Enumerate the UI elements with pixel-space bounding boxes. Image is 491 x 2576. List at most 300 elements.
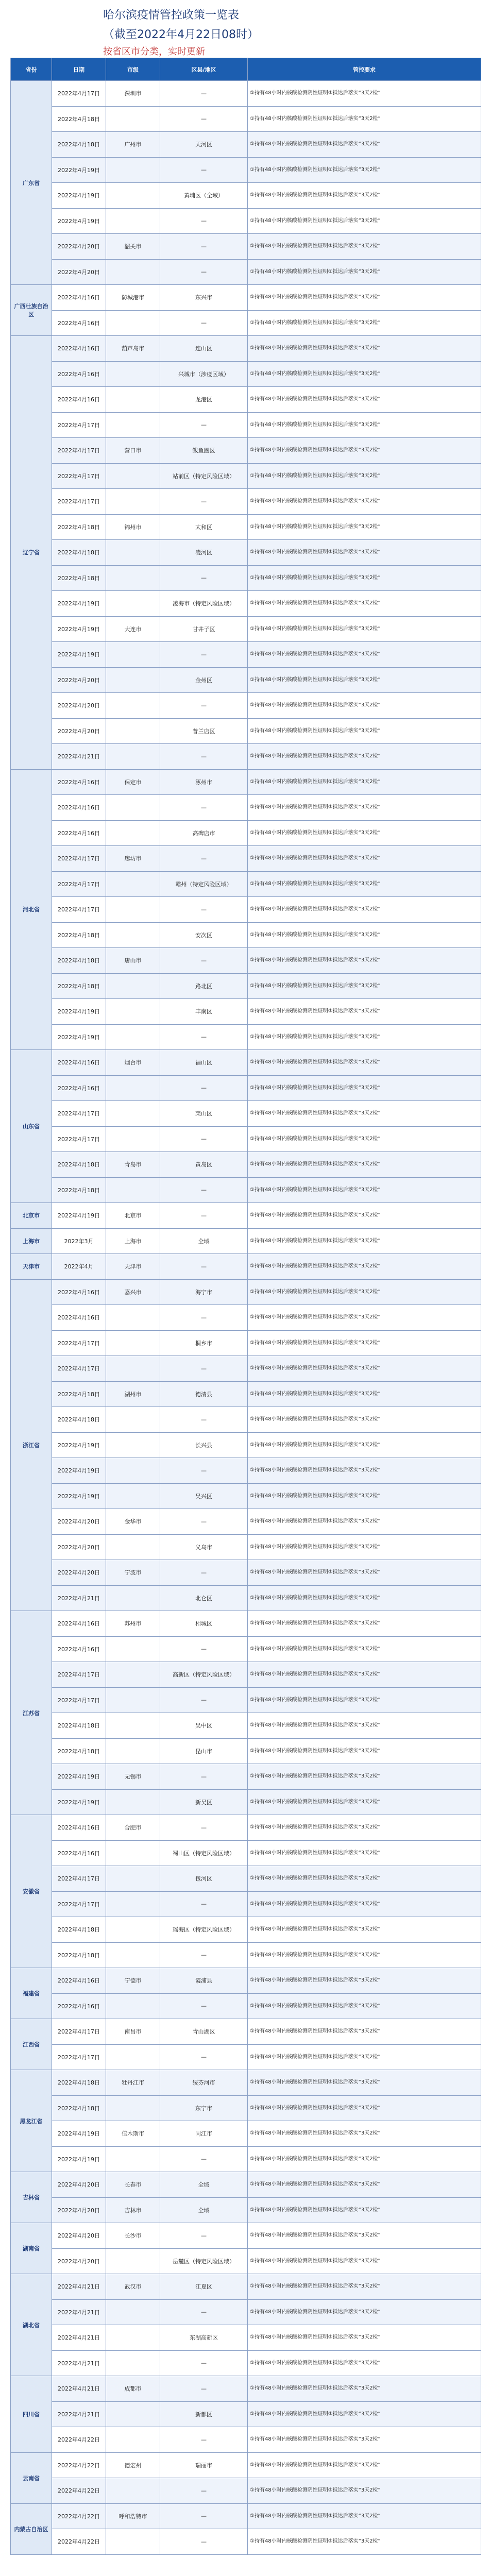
district-cell: 高碑店市 [160,820,248,846]
rule-cell: ①持有48小时内核酸检测阴性证明②抵达后落实“3天2检” [248,1968,481,1994]
date-cell: 2022年4月19日 [52,1432,106,1458]
rule-cell: ①持有48小时内核酸检测阴性证明②抵达后落实“3天2检” [248,183,481,209]
district-cell: — [160,489,248,515]
city-cell [106,2478,160,2504]
district-cell: 兴城市（涉疫区域） [160,361,248,387]
city-cell [106,922,160,948]
city-cell: 烟台市 [106,1050,160,1076]
district-cell: — [160,1254,248,1280]
table-row [11,2529,481,2555]
city-cell: 德宏州 [106,2452,160,2478]
city-cell: 营口市 [106,438,160,464]
date-cell: 2022年4月17日 [52,1662,106,1688]
table-row [11,1458,481,1484]
district-cell: — [160,2044,248,2070]
table-row [11,1611,481,1637]
rule-cell: ①持有48小时内核酸检测阴性证明②抵达后落实“3天2检” [248,591,481,617]
district-cell: 霸州（特定风险区域） [160,871,248,897]
table-row [11,1407,481,1433]
table-row [11,2325,481,2351]
date-cell: 2022年4月21日 [52,744,106,770]
rule-cell: ①持有48小时内核酸检测阴性证明②抵达后落实“3天2检” [248,616,481,642]
rule-cell: ①持有48小时内核酸检测阴性证明②抵达后落实“3天2检” [248,897,481,923]
city-cell [106,591,160,617]
rule-cell: ①持有48小时内核酸检测阴性证明②抵达后落实“3天2检” [248,1458,481,1484]
city-cell [106,2350,160,2376]
city-cell: 无锡市 [106,1764,160,1790]
date-cell: 2022年4月18日 [52,973,106,999]
rule-cell: ①持有48小时内核酸检测阴性证明②抵达后落实“3天2检” [248,1764,481,1790]
rule-cell: ①持有48小时内核酸检测阴性证明②抵达后落实“3天2检” [248,336,481,362]
rule-cell: ①持有48小时内核酸检测阴性证明②抵达后落实“3天2检” [248,157,481,183]
table-row [11,1917,481,1943]
date-cell: 2022年4月16日 [52,1968,106,1994]
date-cell: 2022年4月19日 [52,616,106,642]
district-cell: 全域 [160,2172,248,2198]
table-row [11,2095,481,2121]
table-row [11,1228,481,1254]
city-cell [106,1458,160,1484]
rule-cell: ①持有48小时内核酸检测阴性证明②抵达后落实“3天2检” [248,2503,481,2529]
date-cell: 2022年4月16日 [52,387,106,413]
table-row [11,2044,481,2070]
rule-cell: ①持有48小时内核酸检测阴性证明②抵达后落实“3天2检” [248,1330,481,1356]
date-cell: 2022年4月17日 [52,897,106,923]
date-cell: 2022年4月19日 [52,1789,106,1815]
date-cell: 2022年4月21日 [52,2350,106,2376]
rule-cell: ①持有48小时内核酸检测阴性证明②抵达后落实“3天2检” [248,2095,481,2121]
date-cell: 2022年3月 [52,1228,106,1254]
table-row [11,2172,481,2198]
table-row [11,1509,481,1535]
date-cell: 2022年4月19日 [52,1764,106,1790]
rule-cell: ①持有48小时内核酸检测阴性证明②抵达后落实“3天2检” [248,310,481,336]
rule-cell: ①持有48小时内核酸检测阴性证明②抵达后落实“3天2检” [248,1254,481,1280]
date-cell: 2022年4月19日 [52,2121,106,2147]
table-row [11,1942,481,1968]
table-row [11,2197,481,2223]
rule-cell: ①持有48小时内核酸检测阴性证明②抵达后落实“3天2检” [248,1050,481,1076]
province-cell: 河北省 [11,769,52,1050]
table-row [11,361,481,387]
district-cell: — [160,208,248,234]
city-cell [106,2299,160,2325]
table-row [11,2019,481,2045]
province-cell: 上海市 [11,1228,52,1254]
rule-cell: ①持有48小时内核酸检测阴性证明②抵达后落实“3天2检” [248,1126,481,1152]
city-cell [106,1101,160,1127]
date-cell: 2022年4月19日 [52,642,106,668]
date-cell: 2022年4月19日 [52,1483,106,1509]
rule-cell: ①持有48小时内核酸检测阴性证明②抵达后落实“3天2检” [248,999,481,1025]
rule-cell: ①持有48小时内核酸检测阴性证明②抵达后落实“3天2检” [248,1815,481,1841]
rule-cell: ①持有48小时内核酸检测阴性证明②抵达后落实“3天2检” [248,2248,481,2274]
city-cell [106,489,160,515]
district-cell: — [160,2529,248,2555]
date-cell: 2022年4月18日 [52,1152,106,1178]
city-cell [106,744,160,770]
table-row [11,1687,481,1713]
city-cell [106,718,160,744]
city-cell [106,1407,160,1433]
page-title: 哈尔滨疫情管控政策一览表 [103,9,240,22]
date-cell: 2022年4月16日 [52,310,106,336]
city-cell: 大连市 [106,616,160,642]
table-row [11,1279,481,1305]
date-cell: 2022年4月16日 [52,1611,106,1637]
city-cell [106,157,160,183]
district-cell: 绥芬河市 [160,2070,248,2096]
district-cell: 北仑区 [160,1585,248,1611]
city-cell [106,1662,160,1688]
table-row [11,132,481,158]
date-cell: 2022年4月17日 [52,463,106,489]
date-cell: 2022年4月17日 [52,2019,106,2045]
rule-cell: ①持有48小时内核酸检测阴性证明②抵达后落实“3天2检” [248,2299,481,2325]
district-cell: 安次区 [160,922,248,948]
province-cell: 江苏省 [11,1611,52,1815]
date-cell: 2022年4月18日 [52,1407,106,1433]
table-row [11,387,481,413]
table-row [11,463,481,489]
city-cell [106,1126,160,1152]
district-cell: 江夏区 [160,2274,248,2300]
district-cell: 天河区 [160,132,248,158]
district-cell: 金州区 [160,667,248,693]
city-cell [106,2529,160,2555]
district-cell: 桐乡市 [160,1330,248,1356]
district-cell: — [160,81,248,107]
rule-cell: ①持有48小时内核酸检测阴性证明②抵达后落实“3天2检” [248,1585,481,1611]
rule-cell: ①持有48小时内核酸检测阴性证明②抵达后落实“3天2检” [248,361,481,387]
city-cell [106,871,160,897]
province-cell: 云南省 [11,2452,52,2503]
date-cell: 2022年4月17日 [52,2044,106,2070]
city-cell: 成都市 [106,2376,160,2402]
district-cell: — [160,310,248,336]
date-cell: 2022年4月18日 [52,106,106,132]
city-cell [106,1789,160,1815]
date-cell: 2022年4月20日 [52,259,106,285]
province-cell: 江西省 [11,2019,52,2070]
rule-cell: ①持有48小时内核酸检测阴性证明②抵达后落实“3天2检” [248,2529,481,2555]
city-cell: 天津市 [106,1254,160,1280]
table-row [11,2248,481,2274]
rule-cell: ①持有48小时内核酸检测阴性证明②抵达后落实“3天2检” [248,2350,481,2376]
table-row [11,2070,481,2096]
rule-cell: ①持有48小时内核酸检测阴性证明②抵达后落实“3天2检” [248,1203,481,1229]
district-cell: 同江市 [160,2121,248,2147]
table-row [11,514,481,540]
district-cell: 东宁市 [160,2095,248,2121]
city-cell [106,1024,160,1050]
city-cell: 保定市 [106,769,160,795]
rule-cell: ①持有48小时内核酸检测阴性证明②抵达后落实“3天2检” [248,259,481,285]
rule-cell: ①持有48小时内核酸检测阴性证明②抵达后落实“3天2检” [248,718,481,744]
table-row [11,1891,481,1917]
city-cell: 北京市 [106,1203,160,1229]
col-city: 市级 [106,58,160,81]
rule-cell: ①持有48小时内核酸检测阴性证明②抵达后落实“3天2检” [248,1177,481,1203]
rule-cell: ①持有48小时内核酸检测阴性证明②抵达后落实“3天2检” [248,1228,481,1254]
table-row [11,336,481,362]
city-cell [106,2325,160,2351]
city-cell: 武汉市 [106,2274,160,2300]
date-cell: 2022年4月18日 [52,948,106,974]
date-cell: 2022年4月19日 [52,999,106,1025]
city-cell [106,1432,160,1458]
city-cell: 长沙市 [106,2223,160,2249]
date-cell: 2022年4月20日 [52,1534,106,1560]
city-cell: 苏州市 [106,1611,160,1637]
rule-cell: ①持有48小时内核酸检测阴性证明②抵达后落实“3天2检” [248,2197,481,2223]
province-cell: 山东省 [11,1050,52,1203]
province-cell: 福建省 [11,1968,52,2019]
district-cell: — [160,1203,248,1229]
province-cell: 内蒙古自治区 [11,2503,52,2554]
district-cell: 吴兴区 [160,1483,248,1509]
rule-cell: ①持有48小时内核酸检测阴性证明②抵达后落实“3天2检” [248,1993,481,2019]
rule-cell: ①持有48小时内核酸检测阴性证明②抵达后落实“3天2检” [248,1789,481,1815]
date-cell: 2022年4月17日 [52,412,106,438]
table-row [11,642,481,668]
table-row [11,1254,481,1280]
table-row [11,1050,481,1076]
district-cell: — [160,846,248,872]
rule-cell: ①持有48小时内核酸检测阴性证明②抵达后落实“3天2检” [248,820,481,846]
table-row [11,2350,481,2376]
city-cell [106,1713,160,1739]
rule-cell: ①持有48小时内核酸检测阴性证明②抵达后落实“3天2检” [248,285,481,311]
date-cell: 2022年4月18日 [52,565,106,591]
table-row [11,1177,481,1203]
district-cell: — [160,2427,248,2453]
city-cell [106,1942,160,1968]
district-cell: — [160,565,248,591]
table-row [11,1789,481,1815]
date-cell: 2022年4月22日 [52,2529,106,2555]
district-cell: 高新区（特定风险区域） [160,1662,248,1688]
city-cell [106,1330,160,1356]
date-cell: 2022年4月18日 [52,922,106,948]
date-cell: 2022年4月20日 [52,2172,106,2198]
rule-cell: ①持有48小时内核酸检测阴性证明②抵达后落实“3天2检” [248,948,481,974]
district-cell: 吴中区 [160,1713,248,1739]
rule-cell: ①持有48小时内核酸检测阴性证明②抵达后落实“3天2检” [248,489,481,515]
table-row [11,999,481,1025]
district-cell: — [160,2146,248,2172]
rule-cell: ①持有48小时内核酸检测阴性证明②抵达后落实“3天2检” [248,234,481,260]
table-row [11,846,481,872]
date-cell: 2022年4月21日 [52,2401,106,2427]
district-cell: — [160,744,248,770]
district-cell: 瑶海区（特定风险区域） [160,1917,248,1943]
rule-cell: ①持有48小时内核酸检测阴性证明②抵达后落实“3天2检” [248,2452,481,2478]
district-cell: — [160,642,248,668]
district-cell: 路北区 [160,973,248,999]
date-cell: 2022年4月16日 [52,1636,106,1662]
rule-cell: ①持有48小时内核酸检测阴性证明②抵达后落实“3天2检” [248,1611,481,1637]
district-cell: 青山湖区 [160,2019,248,2045]
district-cell: — [160,1305,248,1331]
rule-cell: ①持有48小时内核酸检测阴性证明②抵达后落实“3天2检” [248,667,481,693]
date-cell: 2022年4月17日 [52,1126,106,1152]
rule-cell: ①持有48小时内核酸检测阴性证明②抵达后落实“3天2检” [248,795,481,821]
city-cell [106,387,160,413]
date-cell: 2022年4月18日 [52,514,106,540]
city-cell [106,259,160,285]
province-cell: 北京市 [11,1203,52,1229]
rule-cell: ①持有48小时内核酸检测阴性证明②抵达后落实“3天2检” [248,1305,481,1331]
date-cell: 2022年4月17日 [52,1687,106,1713]
rule-cell: ①持有48小时内核酸检测阴性证明②抵达后落实“3天2检” [248,81,481,107]
rule-cell: ①持有48小时内核酸检测阴性证明②抵达后落实“3天2检” [248,642,481,668]
district-cell: 霞浦县 [160,1968,248,1994]
district-cell: 东兴市 [160,285,248,311]
rule-cell: ①持有48小时内核酸检测阴性证明②抵达后落实“3天2检” [248,514,481,540]
table-row [11,2401,481,2427]
city-cell: 防城港市 [106,285,160,311]
risk-area-table [10,58,481,2555]
district-cell: — [160,1024,248,1050]
district-cell: 德清县 [160,1381,248,1407]
rule-cell: ①持有48小时内核酸检测阴性证明②抵达后落实“3天2检” [248,2274,481,2300]
date-cell: 2022年4月19日 [52,1024,106,1050]
city-cell [106,1356,160,1382]
table-row [11,1203,481,1229]
rule-cell: ①持有48小时内核酸检测阴性证明②抵达后落实“3天2检” [248,1942,481,1968]
rule-cell: ①持有48小时内核酸检测阴性证明②抵达后落实“3天2检” [248,2478,481,2504]
rule-cell: ①持有48小时内核酸检测阴性证明②抵达后落实“3天2检” [248,1356,481,1382]
district-cell: — [160,1509,248,1535]
date-cell: 2022年4月19日 [52,183,106,209]
district-cell: — [160,1636,248,1662]
rule-cell: ①持有48小时内核酸检测阴性证明②抵达后落实“3天2检” [248,2325,481,2351]
table-row [11,1432,481,1458]
city-cell [106,1687,160,1713]
rule-cell: ①持有48小时内核酸检测阴性证明②抵达后落实“3天2检” [248,2172,481,2198]
date-cell: 2022年4月18日 [52,1713,106,1739]
city-cell: 广州市 [106,132,160,158]
district-cell: 东湖高新区 [160,2325,248,2351]
date-cell: 2022年4月21日 [52,2376,106,2402]
rule-cell: ①持有48小时内核酸检测阴性证明②抵达后落实“3天2检” [248,2019,481,2045]
rule-cell: ①持有48小时内核酸检测阴性证明②抵达后落实“3天2检” [248,1509,481,1535]
district-cell: — [160,1815,248,1841]
city-cell: 合肥市 [106,1815,160,1841]
rule-cell: ①持有48小时内核酸检测阴性证明②抵达后落实“3天2检” [248,1738,481,1764]
city-cell [106,795,160,821]
city-cell: 锦州市 [106,514,160,540]
rule-cell: ①持有48小时内核酸检测阴性证明②抵达后落实“3天2检” [248,973,481,999]
rule-cell: ①持有48小时内核酸检测阴性证明②抵达后落实“3天2检” [248,412,481,438]
date-cell: 2022年4月18日 [52,1917,106,1943]
district-cell: 丰南区 [160,999,248,1025]
date-cell: 2022年4月16日 [52,1840,106,1866]
rule-cell: ①持有48小时内核酸检测阴性证明②抵达后落实“3天2检” [248,922,481,948]
city-cell [106,1177,160,1203]
city-cell [106,1305,160,1331]
date-cell: 2022年4月17日 [52,1101,106,1127]
district-cell: — [160,2503,248,2529]
district-cell: 莱山区 [160,1101,248,1127]
table-header-row [11,58,481,81]
city-cell [106,1993,160,2019]
col-district: 区县/地区 [160,58,248,81]
date-cell: 2022年4月18日 [52,2070,106,2096]
city-cell [106,2248,160,2274]
district-cell: — [160,2376,248,2402]
rule-cell: ①持有48小时内核酸检测阴性证明②抵达后落实“3天2检” [248,1917,481,1943]
rule-cell: ①持有48小时内核酸检测阴性证明②抵达后落实“3天2检” [248,769,481,795]
table-row [11,310,481,336]
district-cell: 站前区（特定风险区域） [160,463,248,489]
district-cell: — [160,259,248,285]
rule-cell: ①持有48小时内核酸检测阴性证明②抵达后落实“3天2检” [248,1840,481,1866]
date-cell: 2022年4月21日 [52,2274,106,2300]
table-row [11,820,481,846]
city-cell [106,310,160,336]
district-cell: 岳麓区（特定风险区域） [160,2248,248,2274]
rule-cell: ①持有48小时内核酸检测阴性证明②抵达后落实“3天2检” [248,1381,481,1407]
date-cell: 2022年4月18日 [52,1942,106,1968]
date-cell: 2022年4月20日 [52,718,106,744]
city-cell [106,897,160,923]
table-row [11,208,481,234]
table-row [11,897,481,923]
city-cell [106,1075,160,1101]
table-row [11,106,481,132]
table-row [11,1126,481,1152]
province-cell: 辽宁省 [11,336,52,770]
rule-cell: ①持有48小时内核酸检测阴性证明②抵达后落实“3天2检” [248,871,481,897]
city-cell: 宁德市 [106,1968,160,1994]
district-cell: — [160,1560,248,1586]
date-cell: 2022年4月16日 [52,1075,106,1101]
date-cell: 2022年4月16日 [52,769,106,795]
date-cell: 2022年4月17日 [52,871,106,897]
rule-cell: ①持有48小时内核酸检测阴性证明②抵达后落实“3天2检” [248,2376,481,2402]
city-cell [106,2044,160,2070]
date-cell: 2022年4月21日 [52,2325,106,2351]
table-row [11,1305,481,1331]
district-cell: — [160,106,248,132]
city-cell [106,106,160,132]
district-cell: — [160,1891,248,1917]
table-row [11,285,481,311]
city-cell [106,2427,160,2453]
rule-cell: ①持有48小时内核酸检测阴性证明②抵达后落实“3天2检” [248,1432,481,1458]
district-cell: 鲅鱼圈区 [160,438,248,464]
col-date: 日期 [52,58,106,81]
district-cell: 福山区 [160,1050,248,1076]
district-cell: — [160,795,248,821]
district-cell: — [160,897,248,923]
rule-cell: ①持有48小时内核酸检测阴性证明②抵达后落实“3天2检” [248,2121,481,2147]
district-cell: 涿州市 [160,769,248,795]
date-cell: 2022年4月20日 [52,1509,106,1535]
city-cell: 葫芦岛市 [106,336,160,362]
district-cell: — [160,1458,248,1484]
district-cell: — [160,412,248,438]
rule-cell: ①持有48小时内核酸检测阴性证明②抵达后落实“3天2检” [248,1101,481,1127]
city-cell: 呼和浩特市 [106,2503,160,2529]
rule-cell: ①持有48小时内核酸检测阴性证明②抵达后落实“3天2检” [248,1636,481,1662]
date-cell: 2022年4月20日 [52,234,106,260]
rule-cell: ①持有48小时内核酸检测阴性证明②抵达后落实“3天2检” [248,1866,481,1892]
city-cell [106,999,160,1025]
district-cell: 昆山市 [160,1738,248,1764]
